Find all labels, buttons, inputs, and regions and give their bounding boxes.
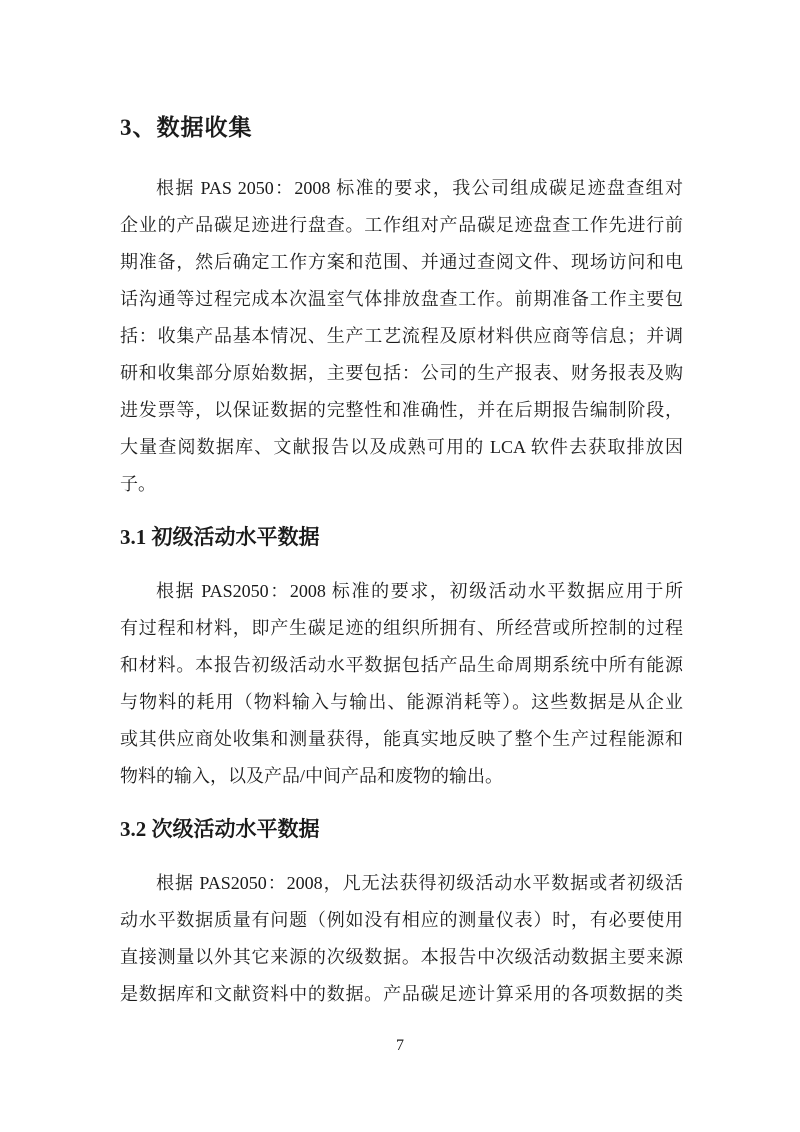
paragraph-primary-activity-data bbox=[120, 573, 683, 795]
text-line: 物料的输入，以及产品/中间产品和废物的输出。 bbox=[120, 766, 503, 786]
text-line: 话沟通等过程完成本次温室气体排放盘查工作。前期准备工作主要包 bbox=[120, 289, 683, 309]
text-line: 和材料。本报告初级活动水平数据包括产品生命周期系统中所有能源 bbox=[120, 655, 683, 675]
text-line: 括：收集产品基本情况、生产工艺流程及原材料供应商等信息；并调 bbox=[120, 326, 683, 346]
section-heading-data-collection: 3、数据收集 bbox=[120, 115, 253, 140]
page-content bbox=[0, 110, 800, 1013]
paragraph-data-collection bbox=[120, 170, 683, 503]
text-line: 根据 PAS2050：2008 标准的要求，初级活动水平数据应用于所 bbox=[156, 581, 683, 601]
paragraph-secondary-activity-data bbox=[120, 865, 683, 1013]
text-line: 或其供应商处收集和测量获得，能真实地反映了整个生产过程能源和 bbox=[120, 729, 683, 749]
subsection-heading-secondary-activity-data: 3.2 次级活动水平数据 bbox=[120, 817, 320, 841]
subsection-heading-primary-activity-data: 3.1 初级活动水平数据 bbox=[120, 525, 320, 549]
text-line: 是数据库和文献资料中的数据。产品碳足迹计算采用的各项数据的类 bbox=[120, 984, 683, 1004]
text-line: 根据 PAS 2050：2008 标准的要求，我公司组成碳足迹盘查组对 bbox=[156, 178, 683, 198]
text-line: 与物料的耗用（物料输入与输出、能源消耗等）。这些数据是从企业 bbox=[120, 692, 683, 712]
text-line: 期准备，然后确定工作方案和范围、并通过查阅文件、现场访问和电 bbox=[120, 252, 683, 272]
text-line: 根据 PAS2050：2008，凡无法获得初级活动水平数据或者初级活 bbox=[156, 873, 683, 893]
text-line: 直接测量以外其它来源的次级数据。本报告中次级活动数据主要来源 bbox=[120, 947, 683, 967]
text-line: 大量查阅数据库、文献报告以及成熟可用的 LCA 软件去获取排放因 bbox=[120, 437, 683, 457]
text-line: 研和收集部分原始数据，主要包括：公司的生产报表、财务报表及购 bbox=[120, 363, 683, 383]
text-line: 动水平数据质量有问题（例如没有相应的测量仪表）时，有必要使用 bbox=[120, 910, 683, 930]
text-line: 有过程和材料，即产生碳足迹的组织所拥有、所经营或所控制的过程 bbox=[120, 618, 683, 638]
page-number: 7 bbox=[396, 1037, 404, 1054]
text-line: 子。 bbox=[120, 474, 156, 494]
text-line: 进发票等，以保证数据的完整性和准确性，并在后期报告编制阶段， bbox=[120, 400, 683, 420]
text-line: 企业的产品碳足迹进行盘查。工作组对产品碳足迹盘查工作先进行前 bbox=[120, 215, 683, 235]
